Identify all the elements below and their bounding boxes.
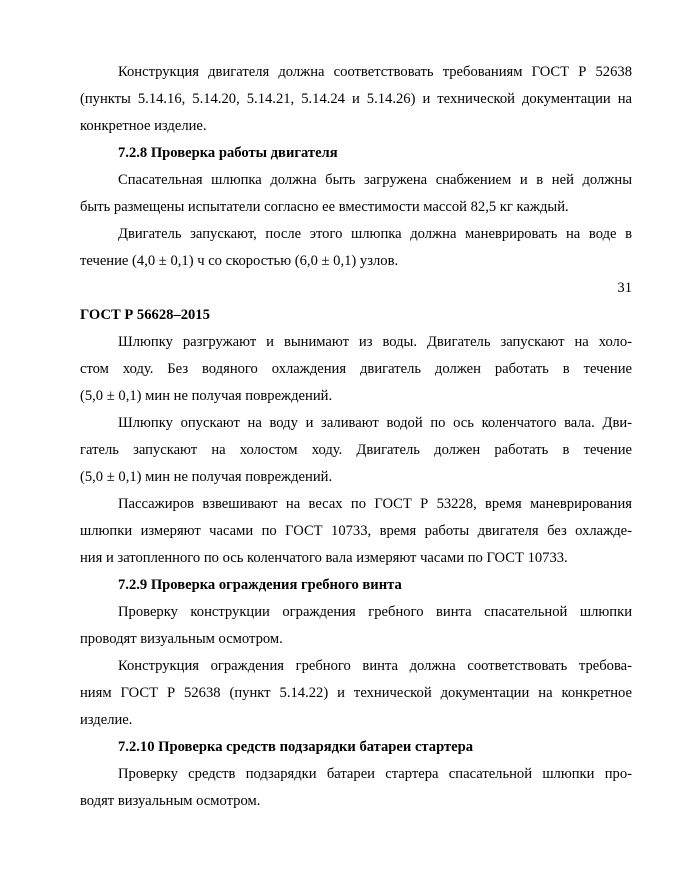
paragraph-line: Проверку конструкции ограждения гребного винта спасательной шлюпки — [118, 604, 632, 620]
section-heading-7-2-10: 7.2.10 Проверка средств подзарядки батареи стартера — [118, 739, 474, 755]
paragraph-line: стом ходу. Без водяного охлаждения двигатель должен работать в течение — [80, 361, 632, 377]
paragraph-line: ния и затопленного по ось коленчатого вала измеряют часами по ГОСТ 10733. — [80, 550, 568, 566]
paragraph-line: Конструкция ограждения гребного винта должна соответствовать требова- — [118, 658, 632, 674]
paragraph-line: шлюпки измеряют часами по ГОСТ 10733, время работы двигателя без охлажде- — [80, 523, 632, 539]
paragraph-line: Шлюпку разгружают и вынимают из воды. Двигатель запускают на холо- — [118, 334, 632, 350]
paragraph-line: Шлюпку опускают на воду и заливают водой по ось коленчатого вала. Дви- — [118, 415, 632, 431]
paragraph-line: проводят визуальным осмотром. — [80, 631, 283, 647]
paragraph-line: водят визуальным осмотром. — [80, 793, 261, 809]
paragraph-line: (пункты 5.14.16, 5.14.20, 5.14.21, 5.14.24 и 5.14.26) и технической документации на — [80, 91, 632, 107]
paragraph-line: конкретное изделие. — [80, 118, 207, 134]
paragraph-line: Пассажиров взвешивают на весах по ГОСТ Р 53228, время маневрирования — [118, 496, 632, 512]
document-header: ГОСТ Р 56628–2015 — [80, 307, 210, 323]
paragraph-line: Конструкция двигателя должна соответствовать требованиям ГОСТ Р 52638 — [118, 64, 632, 80]
page-number: 31 — [617, 280, 632, 296]
paragraph-line: Проверку средств подзарядки батареи стартера спасательной шлюпки про- — [118, 766, 632, 782]
paragraph-line: течение (4,0 ± 0,1) ч со скоростью (6,0 ± 0,1) узлов. — [80, 253, 399, 269]
paragraph-line: гатель запускают на холостом ходу. Двигатель должен работать в течение — [80, 442, 632, 458]
section-heading-7-2-9: 7.2.9 Проверка ограждения гребного винта — [118, 577, 402, 593]
paragraph-line: (5,0 ± 0,1) мин не получая повреждений. — [80, 469, 333, 485]
paragraph-line: быть размещены испытатели согласно ее вместимости массой 82,5 кг каждый. — [80, 199, 569, 215]
paragraph-line: Двигатель запускают, после этого шлюпка должна маневрировать на воде в — [118, 226, 632, 242]
paragraph-line: Спасательная шлюпка должна быть загружена снабжением и в ней должны — [118, 172, 632, 188]
section-heading-7-2-8: 7.2.8 Проверка работы двигателя — [118, 145, 338, 161]
paragraph-line: ниям ГОСТ Р 52638 (пункт 5.14.22) и технической документации на конкретное — [80, 685, 632, 701]
paragraph-line: изделие. — [80, 712, 133, 728]
paragraph-line: (5,0 ± 0,1) мин не получая повреждений. — [80, 388, 333, 404]
